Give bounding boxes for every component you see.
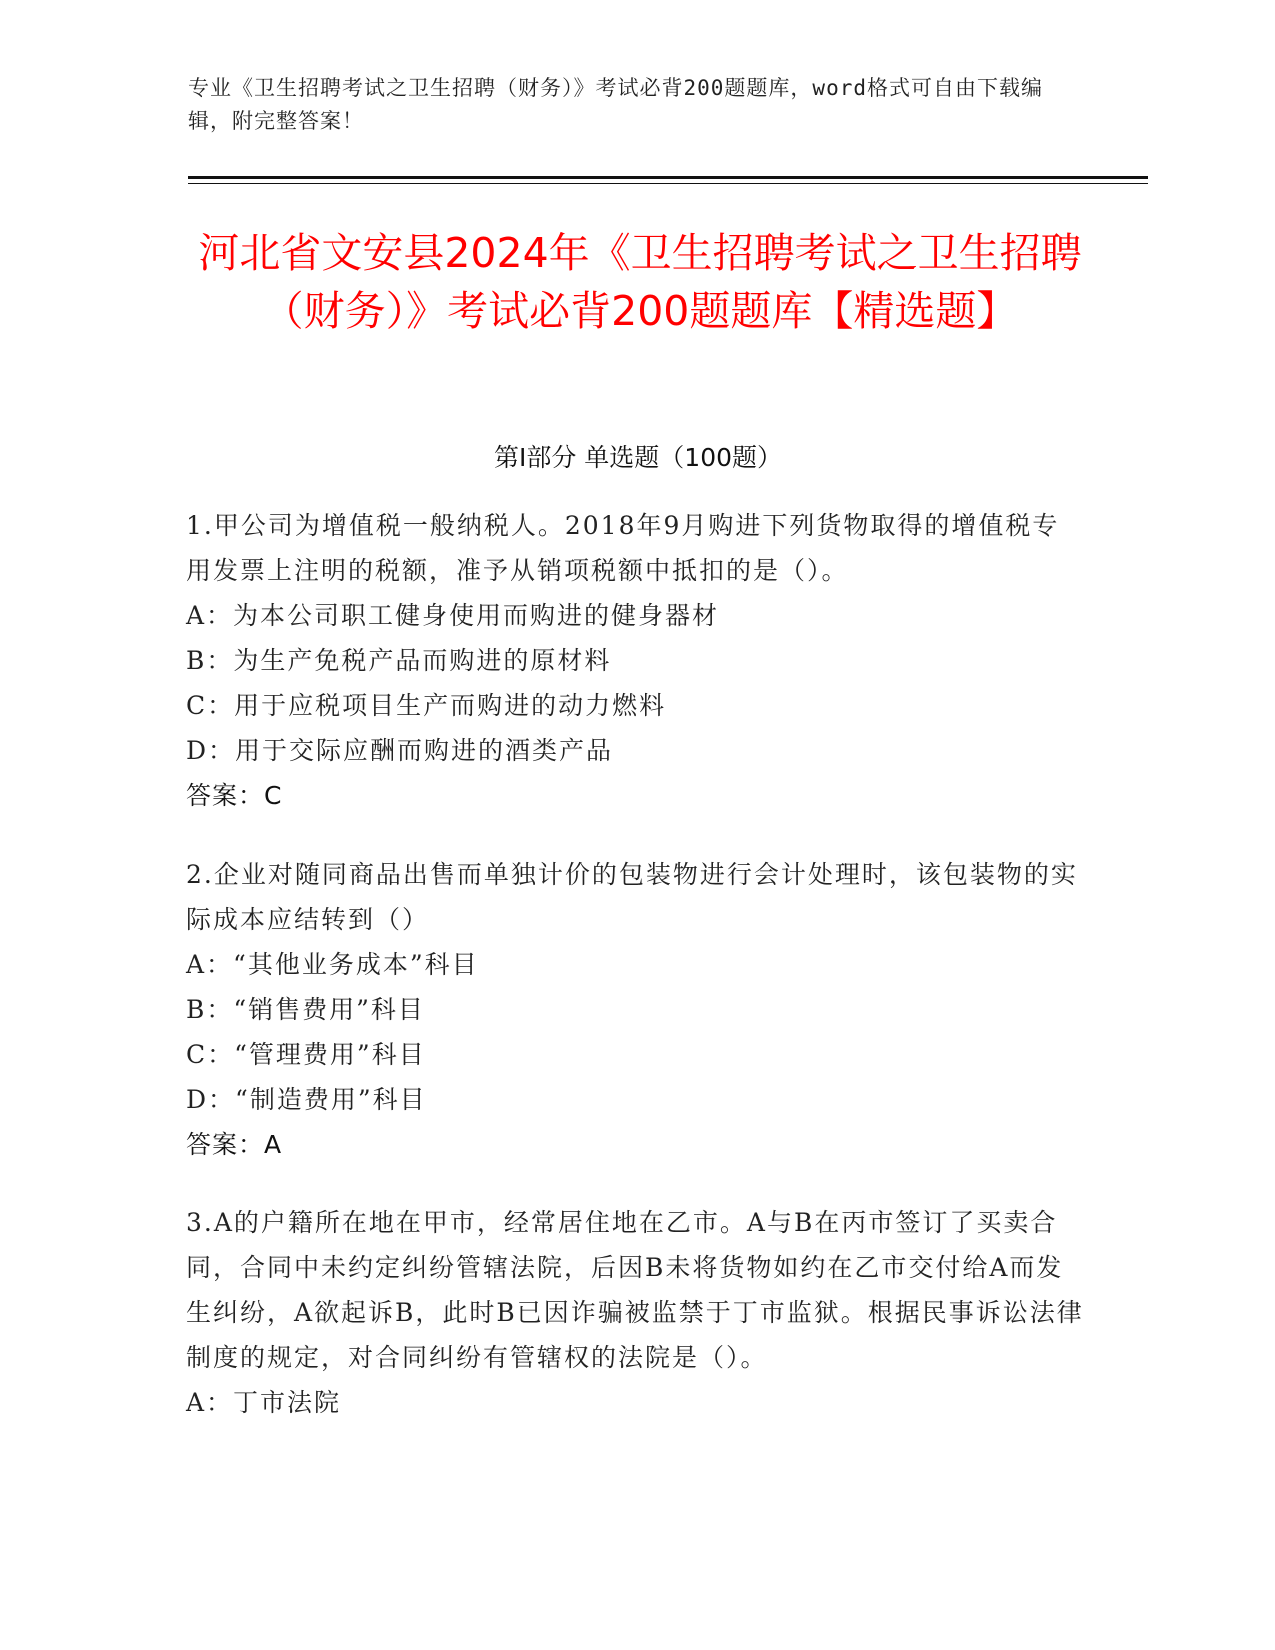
answer: 答案：A [186,1130,283,1159]
question-2 [186,852,1086,1167]
header-divider-thin [188,183,1148,184]
option-c: C：用于应税项目生产而购进的动力燃料 [186,691,667,720]
question-stem: 1.甲公司为增值税一般纳税人。2018年9月购进下列货物取得的增值税专用发票上注明的税额，准予从销项税额中抵扣的是（）。 [186,511,1060,585]
answer: 答案：C [186,781,283,810]
document-title: 河北省文安县2024年《卫生招聘考试之卫生招聘（财务）》考试必背200题题库【精选题】 [198,229,1082,335]
option-a: A：丁市法院 [186,1388,342,1417]
question-stem: 2.企业对随同商品出售而单独计价的包装物进行会计处理时，该包装物的实际成本应结转到（） [186,860,1078,934]
question-stem: 3.A的户籍所在地在甲市，经常居住地在乙市。A与B在丙市签订了买卖合同，合同中未约定纠纷管辖法院，后因B未将货物如约在乙市交付给A而发生纠纷，A欲起诉B，此时B已因诈骗被监禁于丁市监狱。根据民事诉讼法律制度的规定，对合同纠纷有管辖权的法院是（）。 [186,1208,1084,1372]
header-note: 专业《卫生招聘考试之卫生招聘（财务）》考试必背200题题库，word格式可自由下载编辑，附完整答案！ [188,76,1043,133]
section-heading: 第I部分 单选题（100题） [493,443,783,472]
option-d: D：用于交际应酬而购进的酒类产品 [186,736,614,765]
option-a: A：“其他业务成本”科目 [186,950,479,979]
question-3 [186,1200,1086,1425]
question-1 [186,503,1086,818]
option-a: A：为本公司职工健身使用而购进的健身器材 [186,601,720,630]
header-divider-thick [188,176,1148,179]
option-c: C：“管理费用”科目 [186,1040,426,1069]
option-d: D：“制造费用”科目 [186,1085,427,1114]
option-b: B：为生产免税产品而购进的原材料 [186,646,612,675]
option-b: B：“销售费用”科目 [186,995,425,1024]
